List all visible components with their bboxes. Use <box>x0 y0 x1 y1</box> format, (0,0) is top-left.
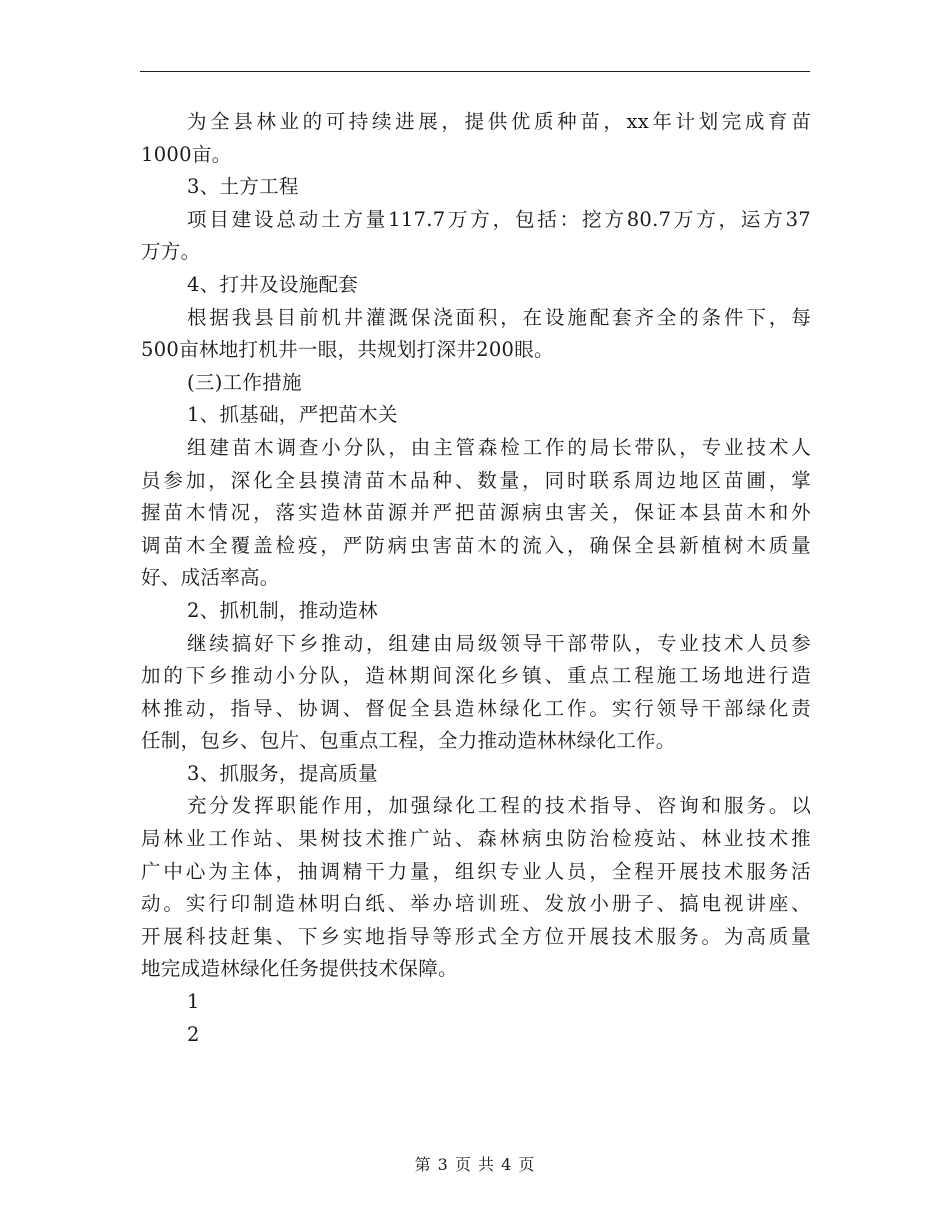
text-line: 加的下乡推动小分队，造林期间深化乡镇、重点工程施工场地进行造 <box>141 664 811 688</box>
text-line: 1 <box>187 990 200 1014</box>
text-line: 项目建设总动土方量117.7万方，包括：挖方80.7万方，运方37 <box>187 207 811 231</box>
text-line: 1000亩。 <box>141 142 232 166</box>
header-rule <box>140 71 810 72</box>
text-line: 3、抓服务，提高质量 <box>187 761 378 785</box>
text-line: 地完成造林绿化任务提供技术保障。 <box>141 957 458 981</box>
text-line: 广中心为主体，抽调精干力量，组织专业人员，全程开展技术服务活 <box>141 859 811 883</box>
text-line: 开展科技赶集、下乡实地指导等形式全方位开展技术服务。为高质量 <box>141 924 811 948</box>
text-line: 林推动，指导、协调、督促全县造林绿化工作。实行领导干部绿化责 <box>141 696 811 720</box>
text-line: 继续搞好下乡推动，组建由局级领导干部带队，专业技术人员参 <box>187 631 811 655</box>
text-line: (三)工作措施 <box>187 370 302 394</box>
text-line: 2 <box>187 1022 200 1046</box>
text-line: 万方。 <box>141 240 201 264</box>
text-line: 充分发挥职能作用，加强绿化工程的技术指导、咨询和服务。以 <box>187 794 811 818</box>
text-line: 员参加，深化全县摸清苗木品种、数量，同时联系周边地区苗圃，掌 <box>141 468 811 492</box>
text-line: 握苗木情况，落实造林苗源并严把苗源病虫害关，保证本县苗木和外 <box>141 501 811 525</box>
text-line: 调苗木全覆盖检疫，严防病虫害苗木的流入，确保全县新植树木质量 <box>141 533 811 557</box>
text-line: 根据我县目前机井灌溉保浇面积，在设施配套齐全的条件下，每 <box>187 305 811 329</box>
text-line: 任制，包乡、包片、包重点工程，全力推动造林林绿化工作。 <box>141 729 676 753</box>
text-line: 1、抓基础，严把苗木关 <box>187 403 398 427</box>
text-line: 组建苗木调查小分队，由主管森检工作的局长带队，专业技术人 <box>187 435 811 459</box>
page-footer: 第 3 页 共 4 页 <box>414 1155 536 1174</box>
text-line: 4、打井及设施配套 <box>187 272 359 296</box>
text-line: 局林业工作站、果树技术推广站、森林病虫防治检疫站、林业技术推 <box>141 827 811 851</box>
text-line: 好、成活率高。 <box>141 566 280 590</box>
text-line: 2、抓机制，推动造林 <box>187 598 378 622</box>
text-line: 3、土方工程 <box>187 175 299 199</box>
text-line: 动。实行印制造林明白纸、举办培训班、发放小册子、搞电视讲座、 <box>141 892 811 916</box>
text-line: 为全县林业的可持续进展，提供优质种苗，xx年计划完成育苗 <box>187 110 811 133</box>
text-line: 500亩林地打机井一眼，共规划打深井200眼。 <box>141 338 554 362</box>
document-body <box>141 106 811 1051</box>
